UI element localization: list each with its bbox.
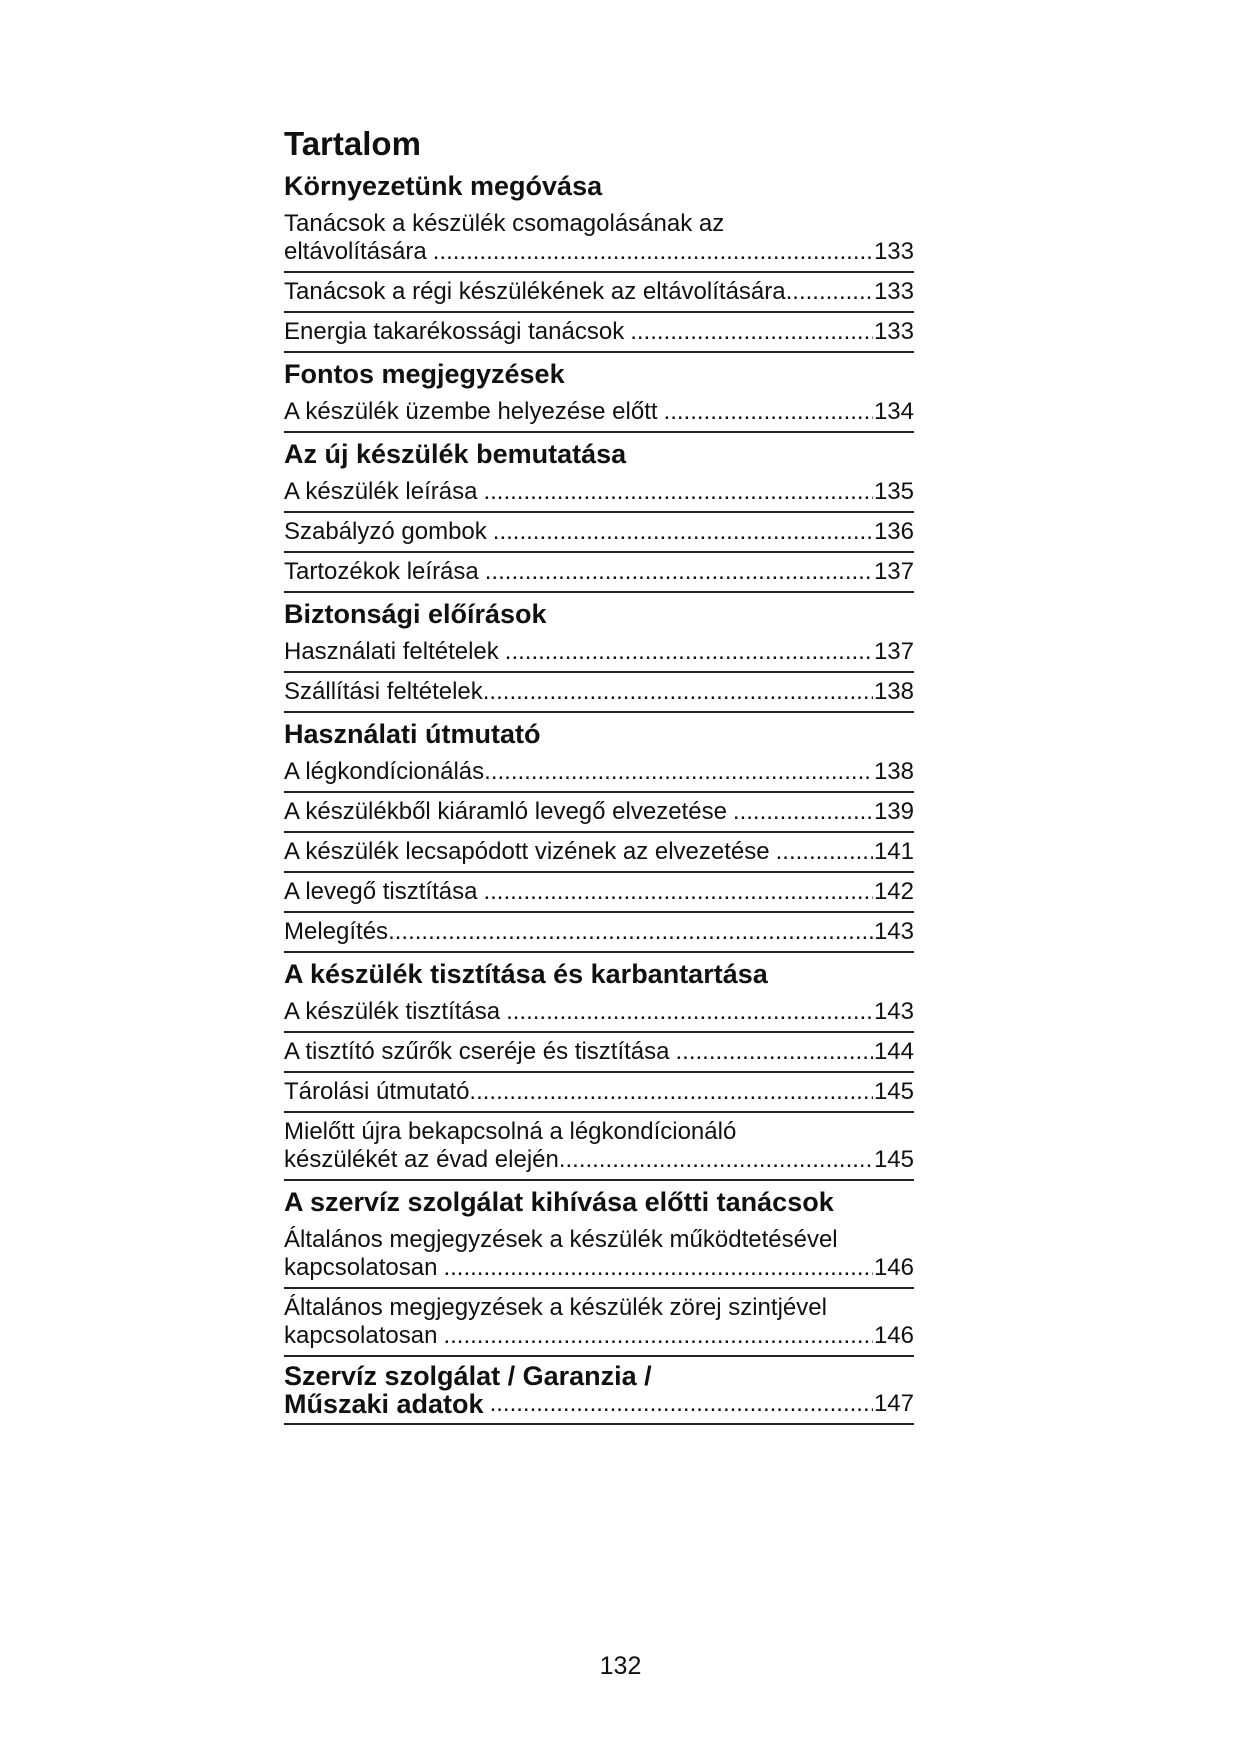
- dot-leader: [485, 558, 873, 586]
- entry-page-number: 146: [873, 1322, 914, 1349]
- entry-row: [284, 278, 914, 306]
- entry-row: [284, 518, 914, 546]
- entry-page-number: 139: [873, 798, 914, 825]
- entry-label: Energia takarékossági tanácsok: [284, 318, 625, 345]
- entry-row: [284, 1146, 914, 1174]
- entry-page-number: 136: [873, 518, 914, 545]
- entry-row: [284, 918, 914, 946]
- entry-page-number: 146: [873, 1254, 914, 1281]
- entry-label: A készülék üzembe helyezése előtt: [284, 398, 658, 425]
- entry-label: A légkondícionálás: [284, 758, 485, 785]
- toc-entry: [284, 1113, 914, 1181]
- entry-label-line1: Tanácsok a készülék csomagolásának az: [284, 210, 725, 237]
- toc-entry: [284, 1221, 914, 1289]
- entry-page-number: 138: [873, 678, 914, 705]
- entry-label: Tartozékok leírása: [284, 558, 479, 585]
- entry-label-line1: Általános megjegyzések a készülék működtetésével: [284, 1226, 838, 1253]
- entry-label-line1: Általános megjegyzések a készülék zörej szintjével: [284, 1294, 827, 1321]
- toc-entry: [284, 205, 914, 273]
- entry-page-number: 145: [873, 1078, 914, 1105]
- entry-row: [284, 758, 914, 786]
- table-of-contents: [284, 123, 914, 1425]
- section-heading: A szervíz szolgálat kihívása előtti tanácsok: [284, 1187, 834, 1217]
- entry-row: [284, 798, 914, 826]
- entry-label: A tisztító szűrők cseréje és tisztítása: [284, 1038, 670, 1065]
- dot-leader: [559, 1146, 873, 1174]
- page-number: 132: [599, 1652, 642, 1680]
- entry-row: [284, 238, 914, 266]
- dot-leader: [675, 1038, 872, 1066]
- entry-page-number: 138: [873, 758, 914, 785]
- dot-leader: [483, 678, 873, 706]
- entry-row: [284, 1038, 914, 1066]
- section-heading: Használati útmutató: [284, 719, 541, 749]
- toc-entry: [284, 833, 914, 873]
- entry-row: [284, 478, 914, 506]
- entry-label: A készülék leírása: [284, 478, 478, 505]
- dot-leader: [483, 478, 873, 506]
- dot-leader: [483, 878, 873, 906]
- toc-entry: [284, 1073, 914, 1113]
- toc-entry: [284, 313, 914, 353]
- dot-leader: [733, 798, 873, 826]
- entry-label-line1: Mielőtt újra bekapcsolná a légkondícionáló: [284, 1118, 737, 1145]
- entry-row: [284, 1254, 914, 1282]
- entry-page-number: 143: [873, 918, 914, 945]
- dot-leader: [443, 1254, 873, 1282]
- dot-leader: [388, 918, 873, 946]
- entry-label: Melegítés: [284, 918, 389, 945]
- dot-leader: [493, 518, 873, 546]
- entry-label: eltávolítására: [284, 238, 427, 265]
- entry-label: A készülék lecsapódott vizének az elvezetése: [284, 838, 770, 865]
- entry-page-number: 134: [873, 398, 914, 425]
- entry-label: A készülék tisztítása: [284, 998, 501, 1025]
- entry-page-number: 133: [873, 318, 914, 345]
- entry-page-number: 137: [873, 558, 914, 585]
- entry-row: [284, 678, 914, 706]
- entry-label: Műszaki adatok: [284, 1389, 484, 1419]
- dot-leader: [469, 1078, 873, 1106]
- dot-leader: [490, 1390, 873, 1418]
- entry-row: [284, 1390, 914, 1418]
- toc-entry: [284, 793, 914, 833]
- entry-page-number: 147: [873, 1390, 914, 1417]
- toc-entry: [284, 473, 914, 513]
- entry-row: [284, 558, 914, 586]
- toc-entry: [284, 393, 914, 433]
- entry-label: A levegő tisztítása: [284, 878, 478, 905]
- dot-leader: [786, 278, 873, 306]
- entry-label: Használati feltételek: [284, 638, 499, 665]
- toc-entry: [284, 673, 914, 713]
- entry-label: Szabályzó gombok: [284, 518, 487, 545]
- dot-leader: [505, 638, 873, 666]
- entry-page-number: 141: [873, 838, 914, 865]
- dot-leader: [443, 1322, 873, 1350]
- toc-title: Tartalom: [284, 125, 421, 162]
- dot-leader: [506, 998, 873, 1026]
- section-heading: Környezetünk megóvása: [284, 171, 603, 201]
- section-heading: A készülék tisztítása és karbantartása: [284, 959, 768, 989]
- entry-page-number: 133: [873, 238, 914, 265]
- section-heading: Szervíz szolgálat / Garanzia /: [284, 1361, 652, 1391]
- entry-page-number: 137: [873, 638, 914, 665]
- entry-page-number: 145: [873, 1146, 914, 1173]
- entry-label: A készülékből kiáramló levegő elvezetése: [284, 798, 727, 825]
- toc-entry: [284, 513, 914, 553]
- toc-entry: [284, 913, 914, 953]
- toc-entry: [284, 553, 914, 593]
- entry-row: [284, 1322, 914, 1350]
- entry-row: [284, 838, 914, 866]
- toc-entry: [284, 633, 914, 673]
- toc-entry: [284, 993, 914, 1033]
- entry-label: Tanácsok a régi készülékének az eltávolítására: [284, 278, 786, 305]
- toc-entry: [284, 873, 914, 913]
- section-heading: Biztonsági előírások: [284, 599, 547, 629]
- entry-page-number: 144: [873, 1038, 914, 1065]
- toc-entry: [284, 1033, 914, 1073]
- entry-label: Szállítási feltételek: [284, 678, 483, 705]
- dot-leader: [664, 398, 873, 426]
- toc-entry: [284, 1289, 914, 1357]
- entry-row: [284, 638, 914, 666]
- entry-page-number: 133: [873, 278, 914, 305]
- toc-entry: [284, 753, 914, 793]
- section-heading: Az új készülék bemutatása: [284, 439, 627, 469]
- entry-row: [284, 998, 914, 1026]
- dot-leader: [776, 838, 873, 866]
- entry-page-number: 142: [873, 878, 914, 905]
- section-heading: Fontos megjegyzések: [284, 359, 565, 389]
- entry-label: kapcsolatosan: [284, 1254, 438, 1281]
- entry-page-number: 143: [873, 998, 914, 1025]
- dot-leader: [484, 758, 873, 786]
- entry-label: készülékét az évad elején: [284, 1146, 559, 1173]
- entry-label: kapcsolatosan: [284, 1322, 438, 1349]
- toc-entry-service-warranty: [284, 1357, 914, 1425]
- entry-row: [284, 398, 914, 426]
- entry-row: [284, 1078, 914, 1106]
- dot-leader: [630, 318, 873, 346]
- entry-row: [284, 878, 914, 906]
- toc-entry: [284, 273, 914, 313]
- entry-row: [284, 318, 914, 346]
- dot-leader: [433, 238, 873, 266]
- entry-label: Tárolási útmutató: [284, 1078, 470, 1105]
- entry-page-number: 135: [873, 478, 914, 505]
